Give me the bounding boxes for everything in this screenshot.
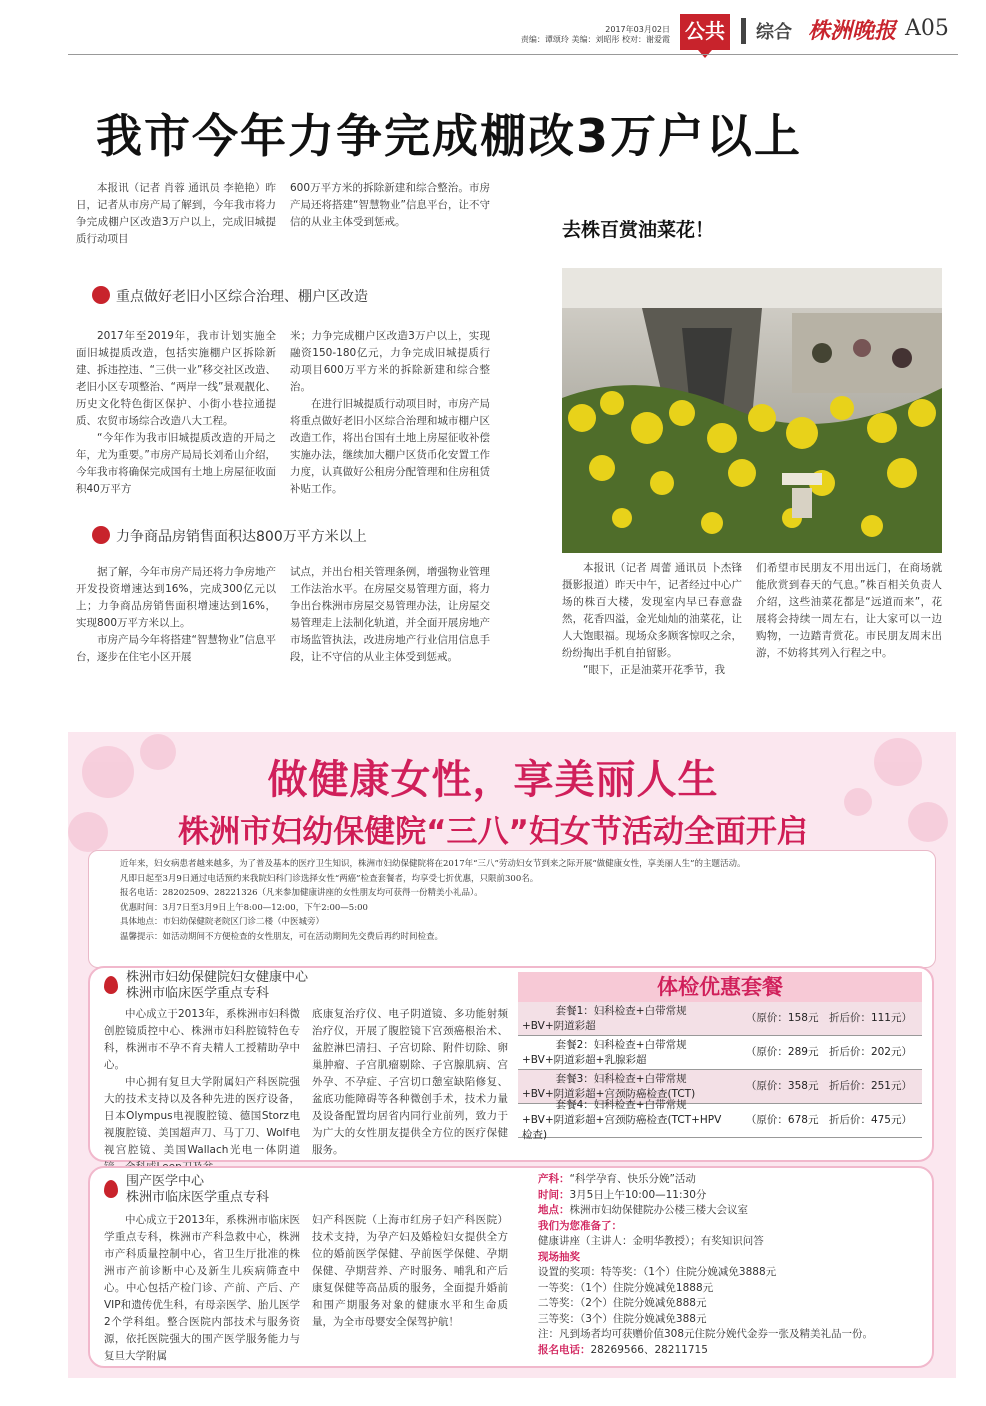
header-divider	[741, 18, 746, 44]
subhead-2-text: 力争商品房销售面积达800万平方米以上	[116, 529, 367, 545]
signup-phone	[538, 1343, 926, 1359]
package-name: 套餐2：妇科检查+白带常规+BV+阴道彩超+乳腺彩超	[522, 1038, 687, 1066]
side-paragraph-1: 本报讯（记者 周蕾 通讯员 卜杰锋 摄影报道）昨天中午，记者经过中心广场的株百大楼，发现室内早已春意盎然，花香四溢，金光灿灿的油菜花，让人大饱眼福。现场众多顾客惊叹之余，纷纷掏出手机自拍留影。	[562, 562, 742, 659]
lead-col-1	[76, 180, 276, 248]
activity-line	[538, 1172, 926, 1188]
page-number: A05	[905, 16, 949, 41]
package-name: 套餐4：妇科检查+白带常规+BV+阴道彩超+宫颈防癌检查(TCT+HPV检查)	[522, 1099, 722, 1141]
side-col-2	[756, 560, 942, 662]
subhead-1-text: 重点做好老旧小区综合治理、棚户区改造	[116, 289, 368, 305]
side-col-1	[562, 560, 742, 679]
place-label: 地点：	[538, 1204, 570, 1216]
side-paragraph-2: “眼下，正是油菜开花季节，我	[583, 664, 725, 676]
lottery-label: 现场抽奖	[538, 1250, 580, 1263]
side-paragraph-3: 们希望市民朋友不用出远门，在商场就能欣赏到春天的气息。”株百相关负责人介绍，这些油菜花都是“远道而来”，花展将会持续一周左右，让大家可以一边购物，一边踏青赏花。市民朋友周末出游，不妨将其列入行程之中。	[756, 562, 942, 659]
ad-intro-line: 凡即日起至3月9日通过电话预约来我院妇科门诊选择女性“两癌”检查套餐者，均享受七折优惠，只限前300名。	[120, 873, 539, 884]
prize-line: 二等奖：（2个）住院分娩减免888元	[538, 1297, 707, 1309]
staff-credits: 责编：谭颂玲 美编：刘昭彤 校对：谢爱霞	[520, 35, 670, 44]
package-name: 套餐1：妇科检查+白带常规+BV+阴道彩超	[522, 1004, 687, 1032]
activity-info	[538, 1172, 926, 1358]
c2-col-1	[104, 1212, 300, 1365]
prize-line: 一等奖：（1个）住院分娩减免1888元	[538, 1281, 714, 1294]
activity-place	[538, 1203, 926, 1219]
main-headline: 我市今年力争完成棚改3万户以上	[96, 109, 803, 163]
bullet-dot-icon	[92, 526, 110, 544]
prize-note: 注：凡到场者均可获赠价值308元住院分娩代金券一张及精美礼品一份。	[538, 1328, 874, 1340]
lead-paragraph-2: 600万平方米的拆除新建和综合整治。市房产局还将搭建“智慧物业”信息平台，让不守信的从业主体受到惩戒。	[290, 182, 490, 228]
phone-value: 28269566、28211715	[590, 1343, 708, 1356]
package-table	[518, 1002, 922, 1141]
ad-intro-line: 优惠时间：3月7日至3月9日上午8:00—12:00，下午2:00—5:00	[120, 902, 368, 913]
center1-name: 株洲市妇幼保健院妇女健康中心	[126, 970, 309, 985]
s1-col-2	[290, 328, 490, 498]
s1-col-1	[76, 328, 276, 498]
s2-paragraph-2: 市房产局今年将搭建“智慧物业”信息平台，逐步在住宅小区开展	[76, 634, 276, 663]
drop-icon	[104, 1180, 118, 1198]
c1-paragraph-1: 中心成立于2013年，系株洲市妇科微创腔镜质控中心、株洲市妇科腔镜特色专科，株洲市不孕不育夫精人工授精助孕中心。	[104, 1008, 300, 1071]
activity-label: 产科：	[538, 1173, 570, 1185]
c1-col-2	[312, 1006, 508, 1159]
c1-paragraph-3: 底康复治疗仪、电子阴道镜、多功能射频治疗仪，开展了腹腔镜下宫颈癌根治术、盆腔淋巴清扫、子宫切除、附件切除、卵巢肿瘤、子宫肌瘤剔除、子宫腺肌病、宫外孕、不孕症、子宫切口憩室缺陷修复、盆底功能障碍等各种微创手术，技术力量及设备配置均居省内同行业前列，致力于为广大的女性朋友提供全方位的医疗保健服务。	[312, 1008, 508, 1156]
ad-intro-box	[88, 850, 936, 968]
package-row	[518, 1099, 922, 1141]
header-rule	[68, 54, 958, 55]
c1-col-1	[104, 1006, 300, 1176]
c2-paragraph-1: 中心成立于2013年，系株洲市临床医学重点专科，株洲市产科急救中心，株洲市产科质量控制中心，省卫生厅批准的株洲市产前诊断中心及新生儿疾病筛查中心。中心包括产检门诊、产前、产后、产VIP和遗传优生科，有母亲医学、胎儿医学2个学科组。整合医院内部技术与服务资源，依托医院强大的围产医学服务能力与复旦大学附属	[104, 1214, 300, 1362]
s1-paragraph-3: 米；力争完成棚户区改造3万户以上，实现融资150-180亿元，力争完成旧城提质行动项目600万平方米的拆除新建和综合整治。	[290, 330, 490, 393]
drop-icon	[104, 976, 118, 994]
center1-header	[104, 970, 308, 1002]
time-value: 3月5日上午10:00—11:30分	[569, 1188, 707, 1201]
activity-value: “科学孕育、快乐分娩”活动	[569, 1173, 696, 1185]
s2-col-1	[76, 564, 276, 666]
c2-col-2	[312, 1212, 508, 1331]
rapeseed-flower-photo	[562, 268, 942, 553]
center2-sub: 株洲市临床医学重点专科	[126, 1190, 270, 1205]
package-price: （原价：158元 折后价：111元）	[745, 1012, 912, 1024]
ad-intro-line: 报名电话：28202509、28221326（凡来参加健康讲座的女性朋友均可获得一份精美小礼品）。	[120, 888, 483, 898]
subhead-2	[92, 526, 367, 546]
package-title: 体检优惠套餐	[518, 972, 922, 1002]
time-label: 时间：	[538, 1188, 570, 1201]
package-price: （原价：358元 折后价：251元）	[745, 1080, 912, 1092]
ad-intro-line: 温馨提示：如活动期间不方便检查的女性朋友，可在活动期间先交费后再约时间检查。	[120, 931, 444, 942]
prize-line: 三等奖：（3个）住院分娩减免388元	[538, 1312, 707, 1325]
center2-name: 围产医学中心	[126, 1174, 205, 1189]
s2-paragraph-3: 试点，并出台相关管理条例，增强物业管理工作法治水平。在房屋交易管理方面，将力争出台株洲市房屋交易管理办法，让房屋交易管理走上法制化轨道，并全面开展房地产市场监管执法，改进房地产行业信用信息手段，让不守信的从业主体受到惩戒。	[290, 566, 490, 663]
section-tag: 公共	[680, 14, 730, 50]
category-label: 综合	[756, 22, 792, 43]
newspaper-logo: 株洲晚报	[808, 18, 897, 44]
c2-paragraph-2: 妇产科医院（上海市红房子妇产科医院）技术支持，为孕产妇及婚检妇女提供全方位的婚前医学保健、孕前医学保健、孕期保健、孕期营养、产时服务、哺乳和产后康复保健等高品质的服务，全面提升婚前和围产期服务对象的健康水平和生命质量，为全市母婴安全保驾护航！	[312, 1214, 508, 1328]
lead-paragraph-1: 本报讯（记者 肖蓉 通讯员 李艳艳）昨日，记者从市房产局了解到，今年我市将力争完成棚户区改造3万户以上，完成旧城提质行动项目	[76, 182, 276, 245]
s2-paragraph-1: 据了解，今年市房产局还将力争房地产开发投资增速达到16%，完成300亿元以上；力争商品房销售面积增速达到16%，实现800万平方米以上。	[76, 566, 276, 629]
ad-sub-title: 株洲市妇幼保健院“三八”妇女节活动全面开启	[178, 814, 808, 850]
s1-paragraph-1: 2017年至2019年，我市计划实施全面旧城提质改造，包括实施棚户区拆除新建、拆违控违、“三供一业”移交社区改造、老旧小区专项整治、“两岸一线”景观靓化、历史文化特色街区保护、小街小巷拉通提质、农贸市场综合改造八大工程。	[76, 330, 276, 427]
c1-paragraph-2: 中心拥有复旦大学附属妇产科医院强大的技术支持以及各种先进的医疗设备，日本Olympus电视腹腔镜、德国Storz电视腹腔镜、美国超声刀、马丁刀、Wolf电视宫腔镜、美国Wallach光电一体阴道	[104, 1076, 300, 1156]
subhead-1	[92, 286, 368, 306]
s1-paragraph-4: 在进行旧城提质行动项目时，市房产局将重点做好老旧小区综合治理和城市棚户区改造工作，将出台国有土地上房屋征收补偿实施办法，继续加大棚户区货币化安置工作力度，认真做好公租房分配管理和住房租赁补贴工作。	[290, 398, 490, 495]
s1-paragraph-2: “今年作为我市旧城提质改造的开局之年，尤为重要。”市房产局局长刘希山介绍，今年我市将确保完成国有土地上房屋征收面积40万平方	[76, 432, 276, 495]
prize-line: 设置的奖项：特等奖：（1个）住院分娩减免3888元	[538, 1266, 777, 1278]
center2-header	[104, 1174, 269, 1206]
ad-intro-line: 具体地点：市妇幼保健院老院区门诊二楼（中医城旁）	[120, 917, 325, 927]
package-name: 套餐3：妇科检查+白带常规+BV+阴道彩超+宫颈防癌检查(TCT)	[522, 1072, 696, 1100]
center1-sub: 株洲市临床医学重点专科	[126, 986, 270, 1001]
side-story-title: 去株百赏油菜花！	[562, 219, 715, 241]
prepare-value: 健康讲座（主讲人：金明华教授）；有奖知识问答	[538, 1235, 764, 1247]
lead-col-2	[290, 180, 490, 231]
place-value: 株洲市妇幼保健院办公楼三楼大会议室	[569, 1204, 748, 1216]
package-price: （原价：678元 折后价：475元）	[745, 1114, 912, 1126]
phone-label: 报名电话：	[538, 1343, 591, 1356]
issue-date: 2017年03月02日	[605, 25, 670, 34]
prepare-label: 我们为您准备了：	[538, 1219, 622, 1232]
activity-time	[538, 1188, 926, 1204]
package-row	[518, 1002, 922, 1036]
ad-main-title: 做健康女性，享美丽人生	[267, 757, 719, 803]
package-row	[518, 1036, 922, 1070]
bullet-dot-icon	[92, 286, 110, 304]
ad-intro-line: 近年来，妇女病患者越来越多，为了普及基本的医疗卫生知识，株洲市妇幼保健院将在2017年“三八”劳动妇女节到来之际开展“做健康女性，享美丽人生”的主题活动。	[120, 859, 746, 869]
package-price: （原价：289元 折后价：202元）	[745, 1046, 912, 1058]
s2-col-2	[290, 564, 490, 666]
